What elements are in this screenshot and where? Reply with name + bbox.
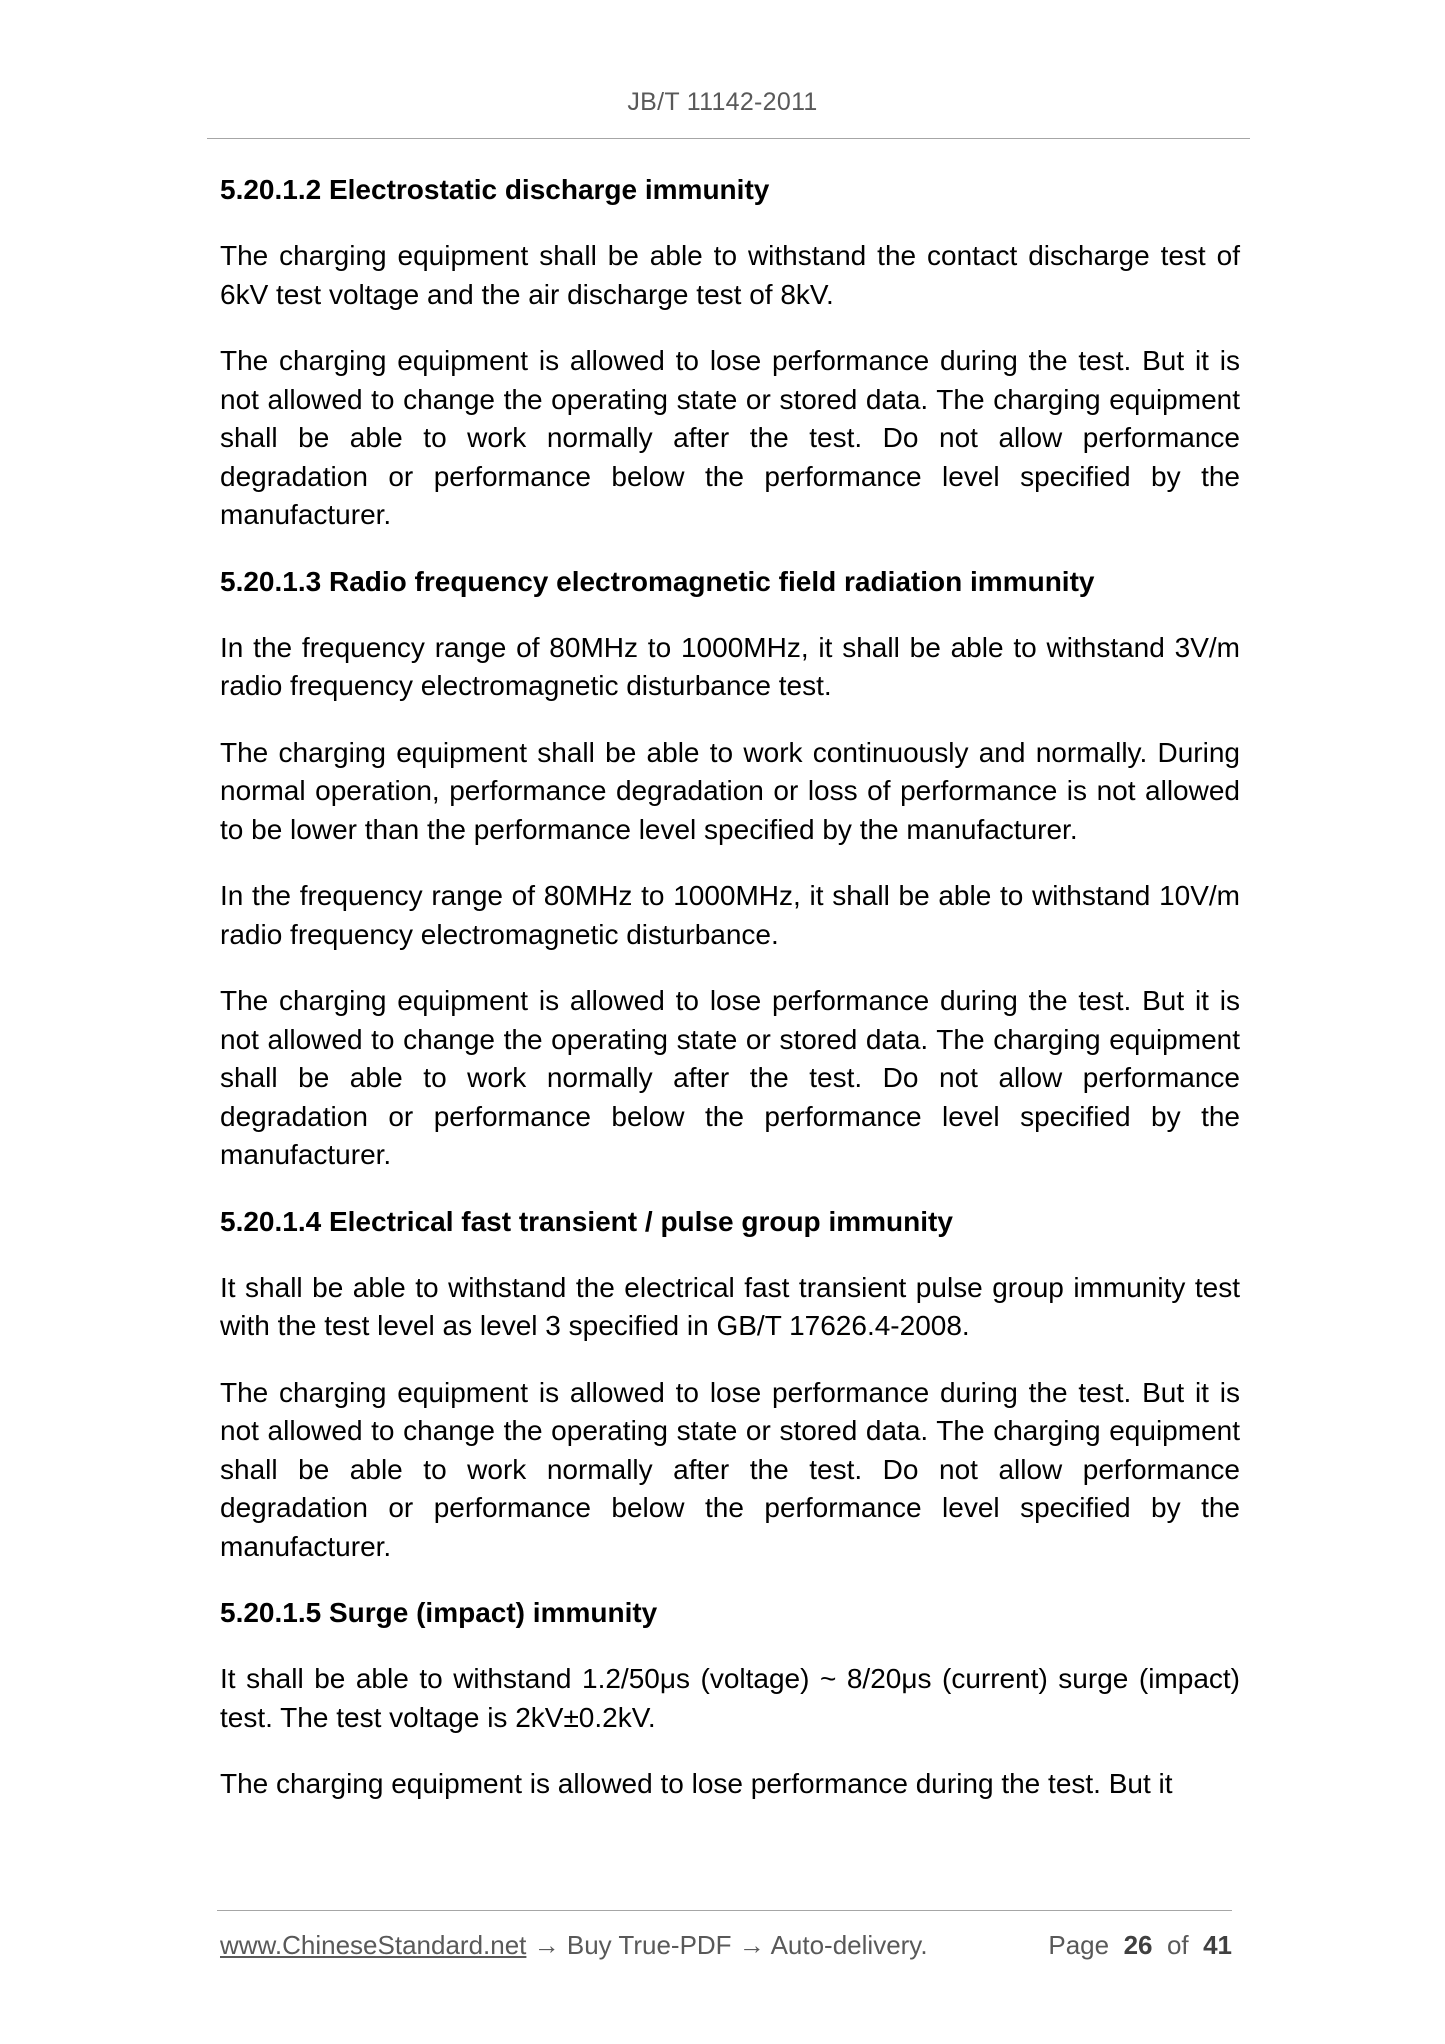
paragraph: The charging equipment shall be able to work continuously and normally. During normal operation, performance degradation or loss of performance is not allowed to be lower than the performance level specified by the manufacturer.: [220, 736, 1240, 845]
section-heading: 5.20.1.2 Electrostatic discharge immunity: [220, 174, 770, 205]
section-heading: 5.20.1.3 Radio frequency electromagnetic field radiation immunity: [220, 565, 1095, 597]
paragraph: The charging equipment is allowed to lose performance during the test. But it is not allowed to change the operating state or stored data. The charging equipment shall be able to work normally after the test. Do not allow performance degradation or performance below the performance level specified by the manufacturer.: [220, 345, 1240, 530]
paragraph: The charging equipment is allowed to lose performance during the test. But it is not allowed to change the operating state or stored data. The charging equipment shall be able to work normally after the test. Do not allow performance degradation or performance below the performance level specified by the manufacturer.: [220, 985, 1240, 1170]
section-heading: 5.20.1.5 Surge (impact) immunity: [220, 1597, 658, 1628]
page-of-label: of: [1166, 1930, 1189, 1960]
page-current: 26: [1123, 1930, 1153, 1960]
header-divider: [207, 138, 1250, 139]
footer-tagline: → Buy True-PDF → Auto-delivery.: [526, 1930, 928, 1960]
paragraph: It shall be able to withstand 1.2/50μs (voltage) ~ 8/20μs (current) surge (impact) test. The test voltage is 2kV±0.2kV.: [220, 1663, 1240, 1733]
paragraph: In the frequency range of 80MHz to 1000MHz, it shall be able to withstand 3V/m radio frequency electromagnetic disturbance test.: [220, 631, 1240, 701]
paragraph: In the frequency range of 80MHz to 1000MHz, it shall be able to withstand 10V/m radio frequency electromagnetic disturbance.: [220, 880, 1240, 950]
page-footer: [220, 1930, 1232, 1961]
website-link[interactable]: www.ChineseStandard.net: [220, 1930, 527, 1960]
paragraph: It shall be able to withstand the electrical fast transient pulse group immunity test with the test level as level 3 specified in GB/T 17626.4-2008.: [220, 1271, 1240, 1341]
document-body: [220, 171, 1240, 1832]
footer-promo: [220, 1930, 928, 1961]
page-number: [1048, 1930, 1232, 1961]
section-heading: 5.20.1.4 Electrical fast transient / pulse group immunity: [220, 1205, 953, 1237]
page-header: JB/T 11142-2011: [627, 88, 818, 116]
paragraph: The charging equipment shall be able to withstand the contact discharge test of 6kV test voltage and the air discharge test of 8kV.: [220, 240, 1240, 310]
page-total: 41: [1203, 1930, 1232, 1960]
paragraph: The charging equipment is allowed to lose performance during the test. But it is not allowed to change the operating state or stored data. The charging equipment shall be able to work normally after the test. Do not allow performance degradation or performance below the performance level specified by the manufacturer.: [220, 1376, 1240, 1562]
page-label: Page: [1048, 1930, 1110, 1960]
paragraph: The charging equipment is allowed to lose performance during the test. But it: [220, 1768, 1173, 1799]
footer-divider: [217, 1910, 1232, 1911]
